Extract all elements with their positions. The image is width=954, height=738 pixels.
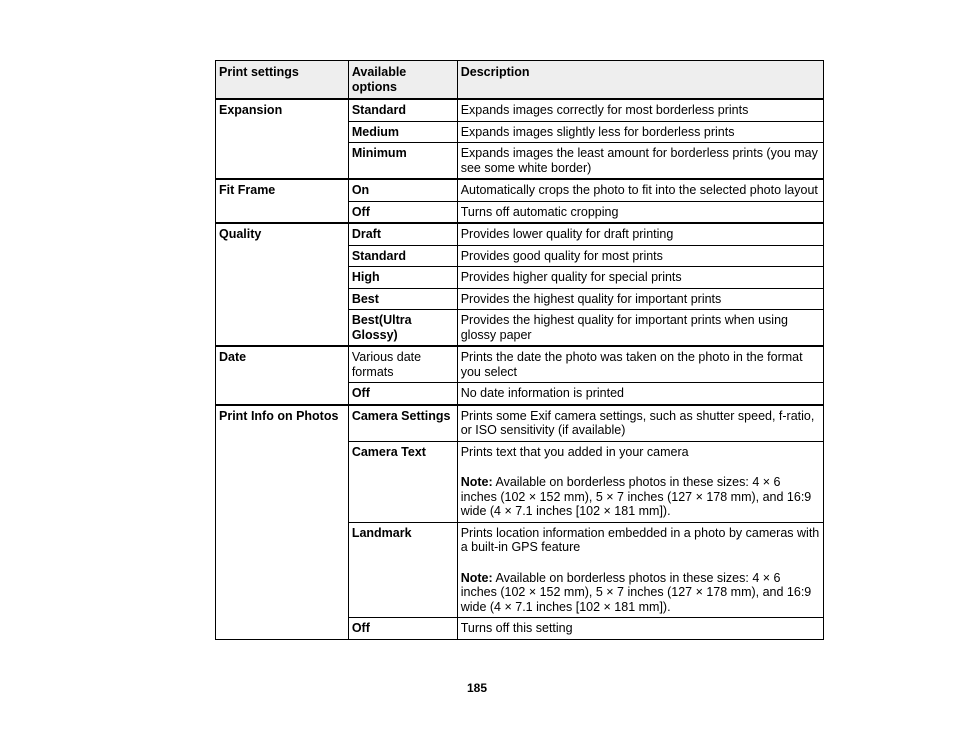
header-print-settings: Print settings: [216, 61, 349, 100]
option-name: On: [348, 179, 457, 201]
option-description: Provides the highest quality for important prints when using glossy paper: [457, 310, 823, 347]
option-description: Expands images correctly for most borderless prints: [457, 99, 823, 121]
option-description: Prints some Exif camera settings, such as shutter speed, f-ratio, or ISO sensitivity (if available): [457, 405, 823, 442]
option-description: Expands images the least amount for borderless prints (you may see some white border): [457, 143, 823, 180]
option-description: Expands images slightly less for borderless prints: [457, 121, 823, 143]
table-header-row: [216, 61, 824, 100]
option-name: Best(Ultra Glossy): [348, 310, 457, 347]
option-name: Draft: [348, 223, 457, 245]
option-description: Provides the highest quality for important prints: [457, 288, 823, 310]
table-row: [216, 179, 824, 201]
setting-name: Expansion: [216, 99, 349, 179]
note-text: [461, 571, 820, 615]
table-row: [216, 99, 824, 121]
option-name: Off: [348, 618, 457, 640]
table-row: [216, 346, 824, 383]
print-settings-table: [215, 60, 824, 640]
option-description: Prints location information embedded in a photo by cameras with a built-in GPS feature: [460, 525, 820, 554]
option-description: Automatically crops the photo to fit into the selected photo layout: [457, 179, 823, 201]
page-number: 185: [466, 681, 488, 695]
option-name: Standard: [348, 99, 457, 121]
note-body: Available on borderless photos in these sizes: 4 × 6 inches (102 × 152 mm), 5 × 7 inches (127 × 178 mm), and 16:9 wide (4 × 7.1 inches [102 × 181 mm]).: [460, 475, 812, 518]
setting-name: Print Info on Photos: [216, 405, 349, 640]
option-name: Minimum: [348, 143, 457, 180]
note-text: [461, 475, 820, 519]
option-description: Provides good quality for most prints: [457, 245, 823, 267]
option-description: Prints text that you added in your camera: [460, 444, 689, 459]
option-name: Off: [348, 383, 457, 405]
option-description-cell: [457, 522, 823, 618]
header-available-options: Available options: [348, 61, 457, 100]
option-name: Various date formats: [348, 346, 457, 383]
option-name: Landmark: [348, 522, 457, 618]
option-name: Camera Text: [348, 441, 457, 522]
option-name: Standard: [348, 245, 457, 267]
option-description: Turns off this setting: [457, 618, 823, 640]
setting-name: Date: [216, 346, 349, 405]
option-name: High: [348, 267, 457, 289]
option-description: Provides higher quality for special prints: [457, 267, 823, 289]
option-name: Medium: [348, 121, 457, 143]
option-name: Camera Settings: [348, 405, 457, 442]
option-description: No date information is printed: [457, 383, 823, 405]
option-description: Provides lower quality for draft printing: [457, 223, 823, 245]
setting-name: Fit Frame: [216, 179, 349, 223]
header-description: Description: [457, 61, 823, 100]
option-description: Turns off automatic cropping: [457, 201, 823, 223]
note-body: Available on borderless photos in these sizes: 4 × 6 inches (102 × 152 mm), 5 × 7 inches (127 × 178 mm), and 16:9 wide (4 × 7.1 inches [102 × 181 mm]).: [460, 570, 812, 614]
option-name: Best: [348, 288, 457, 310]
note-label: Note:: [460, 475, 493, 489]
option-name: Off: [348, 201, 457, 223]
setting-name: Quality: [216, 223, 349, 346]
option-description-cell: [457, 441, 823, 522]
table-row: [216, 405, 824, 442]
table-row: [216, 223, 824, 245]
note-label: Note:: [460, 570, 493, 585]
option-description: Prints the date the photo was taken on the photo in the format you select: [457, 346, 823, 383]
